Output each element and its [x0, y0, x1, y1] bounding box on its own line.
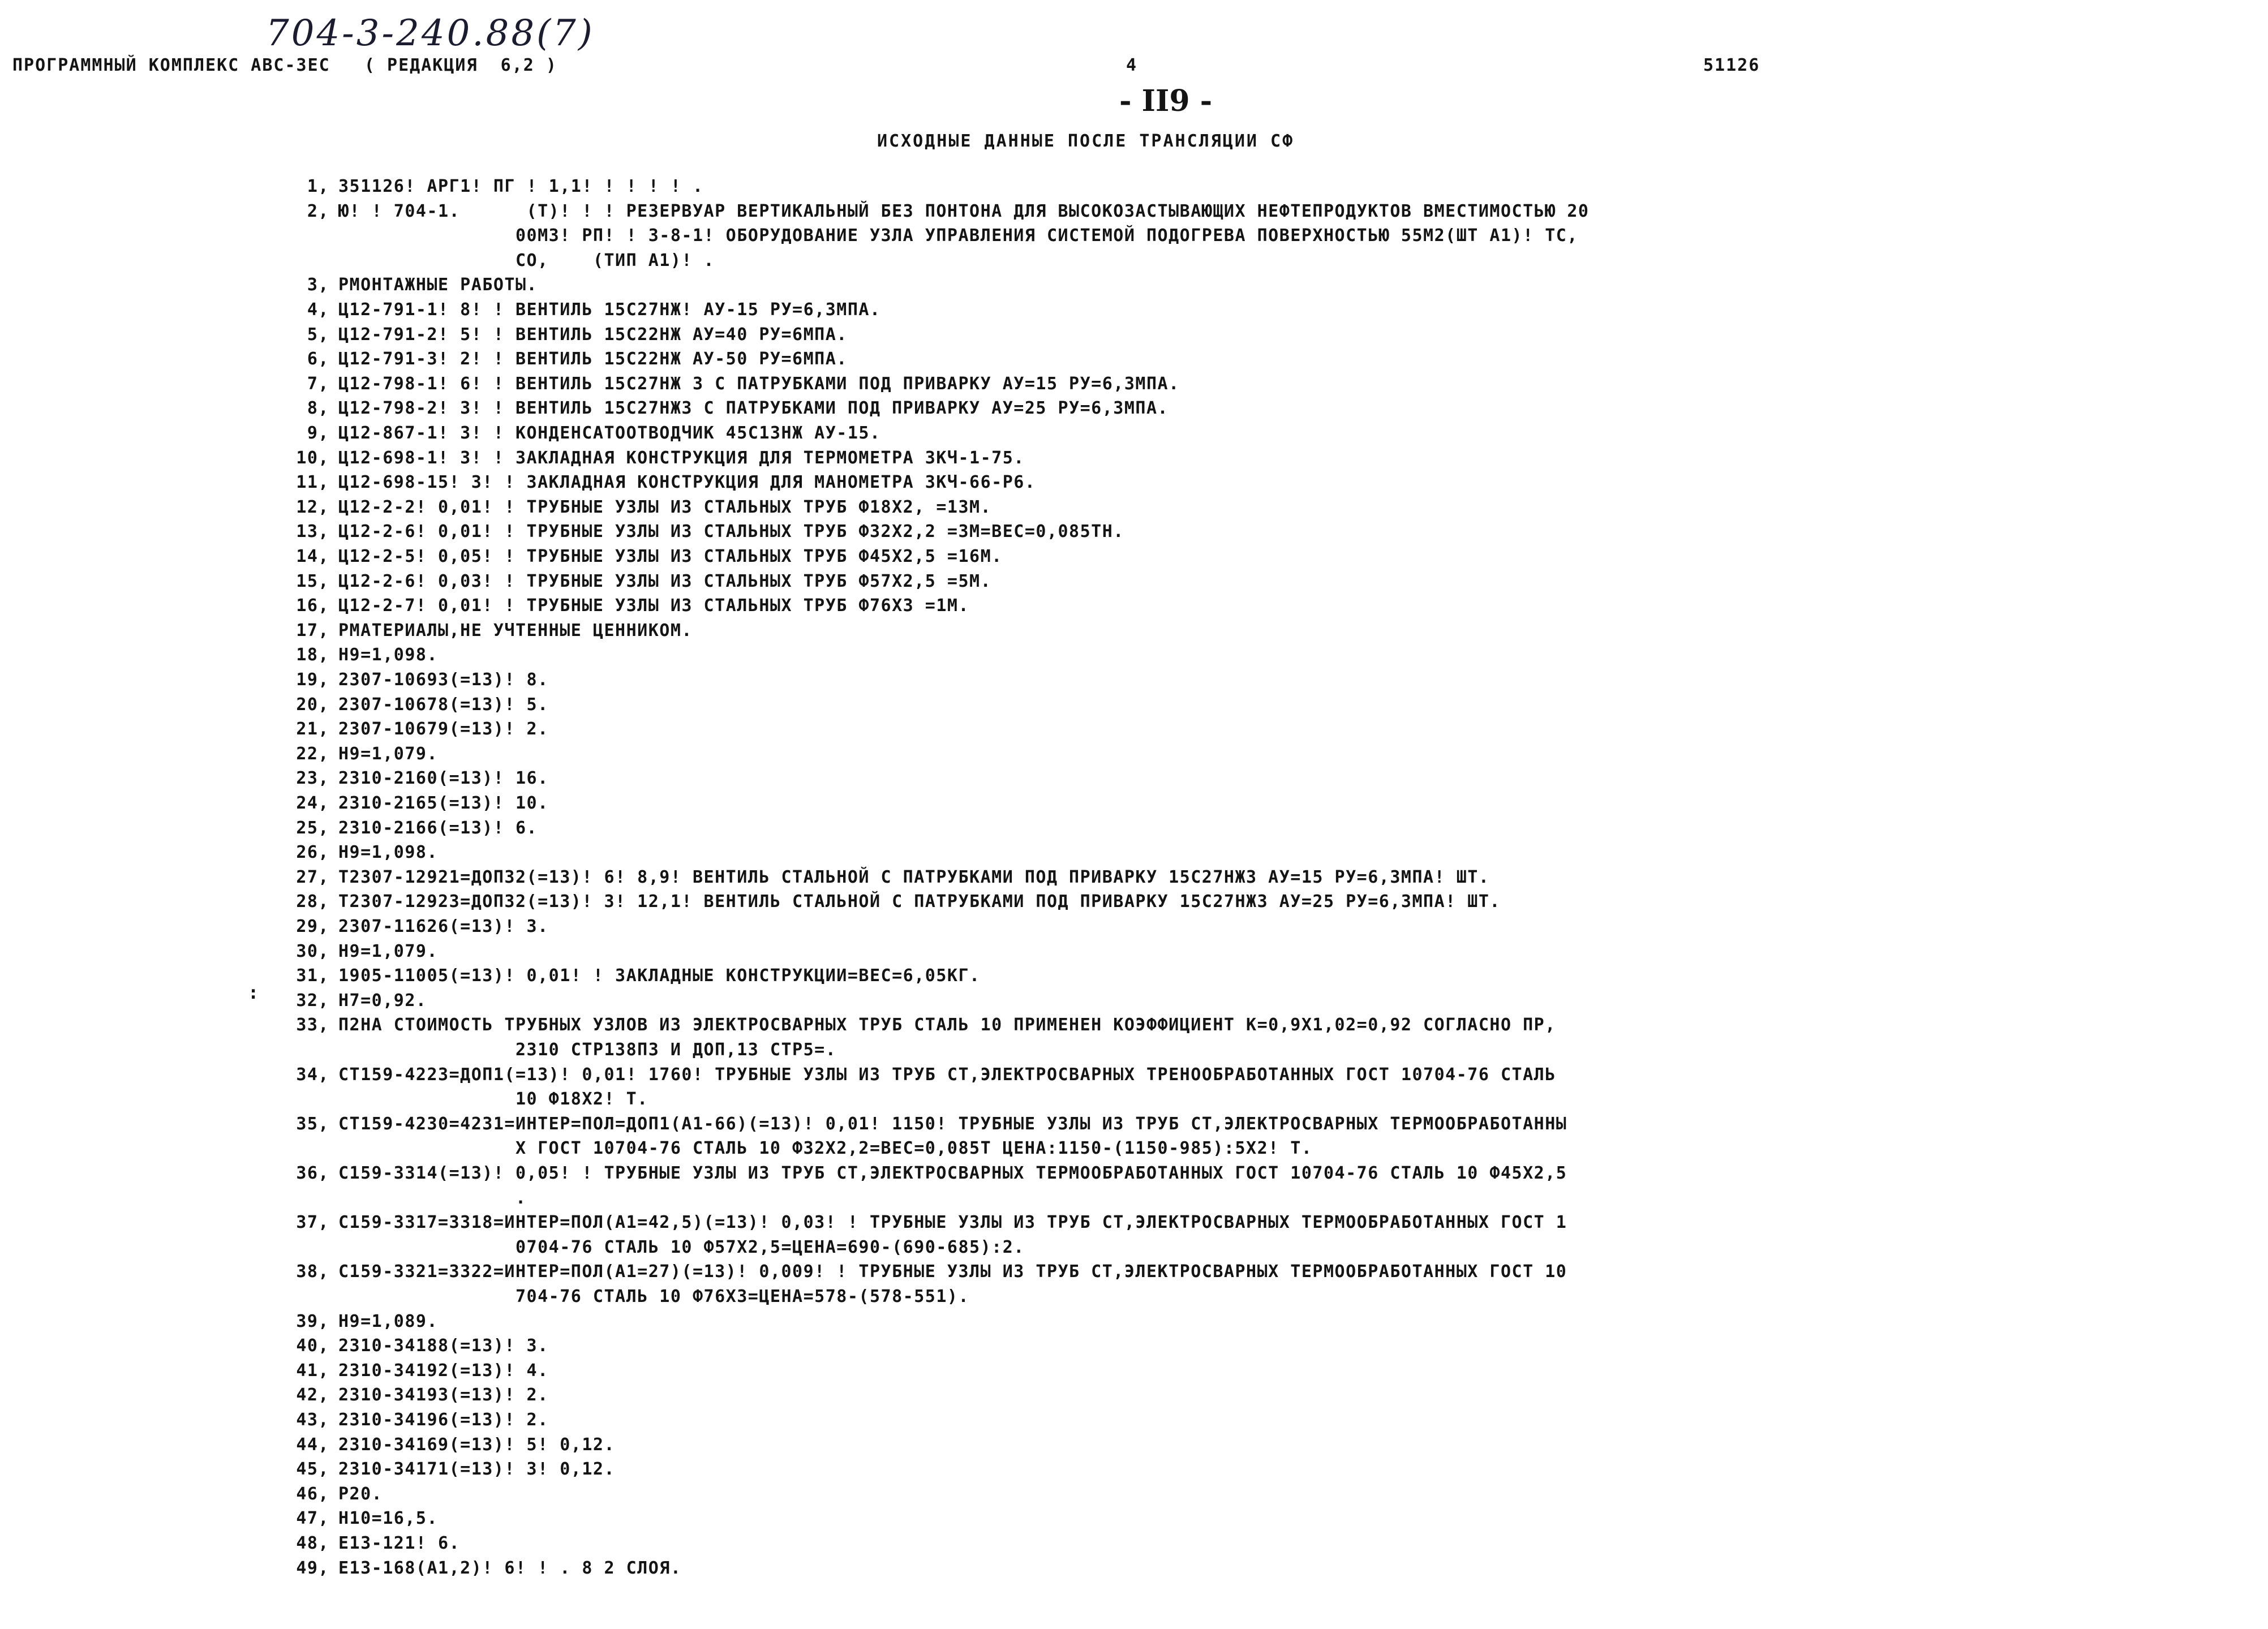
listing-line [283, 1163, 1567, 1183]
line-number: 3, [307, 275, 329, 295]
line-number: 22, [296, 743, 329, 764]
listing-line [283, 1558, 681, 1578]
line-text: Х ГОСТ 10704-76 СТАЛЬ 10 Ф32Х2,2=ВЕС=0,085Т ЦЕНА:1150-(1150-985):5Х2! Т. [338, 1138, 1313, 1159]
margin-marks: : [248, 982, 259, 1003]
listing-line [283, 670, 549, 690]
line-number: 34, [296, 1064, 329, 1085]
line-text: 2307-10678(=13)! 5. [338, 694, 549, 715]
listing-line [283, 843, 438, 862]
listing-line [283, 818, 538, 838]
line-text: Н9=1,098. [338, 645, 439, 665]
line-number: 26, [296, 843, 329, 863]
line-number: 2, [307, 201, 329, 221]
listing-line [283, 892, 1501, 912]
line-number: 17, [296, 620, 329, 641]
program-header: ПРОГРАММНЫЙ КОМПЛЕКС АВС-ЗЕС ( РЕДАКЦИЯ 6,2 ) [12, 55, 557, 75]
line-text: 2310-34193(=13)! 2. [338, 1385, 549, 1406]
line-number: 31, [296, 966, 329, 986]
line-number: 46, [296, 1484, 329, 1504]
line-text: 2310-34196(=13)! 2. [338, 1410, 549, 1430]
line-text: Т2307-12923=ДОП32(=13)! 3! 12,1! ВЕНТИЛЬ СТАЛЬНОЙ С ПАТРУБКАМИ ПОД ПРИВАРКУ 15С27НЖЗ АУ=25 РУ=6,3МПА! ШТ. [338, 892, 1501, 912]
listing-line [283, 1459, 615, 1479]
listing-line [283, 1262, 1567, 1282]
line-text: РМОНТАЖНЫЕ РАБОТЫ. [338, 275, 538, 295]
line-text: 0704-76 СТАЛЬ 10 Ф57Х2,5=ЦЕНА=690-(690-685):2. [338, 1237, 1025, 1257]
listing-line [283, 768, 549, 788]
listing-line [283, 1015, 1556, 1035]
listing-line [283, 1385, 549, 1405]
line-number: 44, [296, 1434, 329, 1455]
handwritten-document-code: 704-3-240.88(7) [266, 12, 595, 54]
listing-line [283, 201, 1589, 221]
listing-line [283, 1361, 549, 1381]
line-text: Ц12-2-6! 0,01! ! ТРУБНЫЕ УЗЛЫ ИЗ СТАЛЬНЫХ ТРУБ Ф32Х2,2 =3М=ВЕС=0,085ТН. [338, 522, 1124, 542]
line-number: 16, [296, 596, 329, 616]
line-number: 6, [307, 349, 329, 369]
line-number: 42, [296, 1385, 329, 1406]
line-text: Н10=16,5. [338, 1508, 439, 1529]
line-number: 24, [296, 793, 329, 813]
line-number: 28, [296, 892, 329, 912]
line-number: 36, [296, 1163, 329, 1183]
line-number: 10, [296, 448, 329, 468]
listing-line [283, 571, 991, 591]
page-number: 4 [1126, 55, 1138, 75]
line-text: С159-3314(=13)! 0,05! ! ТРУБНЫЕ УЗЛЫ ИЗ ТРУБ СТ,ЭЛЕКТРОСВАРНЫХ ТЕРМООБРАБОТАННЫХ ГОСТ 10704-76 СТАЛЬ 10 Ф45Х2,5 [338, 1163, 1567, 1183]
line-text: Ц12-791-1! 8! ! ВЕНТИЛЬ 15С27НЖ! АУ-15 РУ=6,3МПА. [338, 300, 881, 320]
line-text: Н9=1,079. [338, 743, 439, 764]
line-number: 29, [296, 917, 329, 936]
listing-line [283, 497, 991, 517]
line-number: 43, [296, 1410, 329, 1430]
listing-line [283, 522, 1124, 541]
line-text: 2307-11626(=13)! 3. [338, 917, 549, 936]
listing-line [283, 793, 549, 813]
line-number: 13, [296, 522, 329, 542]
line-number: 19, [296, 670, 329, 690]
listing-line [283, 1508, 438, 1528]
listing-line [283, 374, 1180, 394]
line-number: 12, [296, 497, 329, 517]
line-number: 40, [296, 1336, 329, 1356]
line-text: СТ159-4223=ДОП1(=13)! 0,01! 1760! ТРУБНЫЕ УЗЛЫ ИЗ ТРУБ СТ,ЭЛЕКТРОСВАРНЫХ ТРЕНООБРАБОТАННЫХ ГОСТ 10704-76 СТАЛЬ [338, 1064, 1556, 1085]
line-text: Н7=0,92. [338, 990, 427, 1011]
line-text: С159-3321=3322=ИНТЕР=ПОЛ(А1=27)(=13)! 0,009! ! ТРУБНЫЕ УЗЛЫ ИЗ ТРУБ СТ,ЭЛЕКТРОСВАРНЫХ ТЕРМООБРАБОТАННЫХ ГОСТ 10 [338, 1262, 1567, 1282]
listing-line [283, 917, 549, 936]
line-text: 1905-11005(=13)! 0,01! ! ЗАКЛАДНЫЕ КОНСТРУКЦИИ=ВЕС=6,05КГ. [338, 966, 981, 986]
listing-line [283, 325, 848, 345]
line-text: Р20. [338, 1484, 383, 1504]
line-number: 45, [296, 1459, 329, 1480]
line-number: 15, [296, 571, 329, 591]
listing-line [283, 423, 881, 443]
listing-line [283, 966, 981, 986]
line-text: Ц12-798-1! 6! ! ВЕНТИЛЬ 15С27НЖ З С ПАТРУБКАМИ ПОД ПРИВАРКУ АУ=15 РУ=6,3МПА. [338, 373, 1180, 394]
listing-line [283, 1410, 549, 1430]
listing-line [283, 177, 704, 196]
line-number: 25, [296, 818, 329, 838]
line-number: 41, [296, 1360, 329, 1381]
line-text: 2310-2165(=13)! 10. [338, 793, 549, 813]
listing-line [283, 645, 438, 665]
line-text: Н9=1,079. [338, 941, 439, 961]
line-number: 18, [296, 645, 329, 665]
line-text: Ю! ! 704-1. (Т)! ! ! РЕЗЕРВУАР ВЕРТИКАЛЬНЫЙ БЕЗ ПОНТОНА ДЛЯ ВЫСОКОЗАСТЫВАЮЩИХ НЕФТЕПРОДУКТОВ ВМЕСТИМОСТЬЮ 20 [338, 201, 1590, 221]
line-text: Н9=1,089. [338, 1311, 439, 1331]
listing-line [283, 448, 1025, 468]
line-text: Ц12-2-7! 0,01! ! ТРУБНЫЕ УЗЛЫ ИЗ СТАЛЬНЫХ ТРУБ Ф76Х3 =1М. [338, 596, 970, 616]
line-number: 37, [296, 1213, 329, 1233]
line-text: Н9=1,098. [338, 843, 439, 863]
listing-line [283, 547, 1003, 566]
listing-line [283, 1336, 549, 1356]
line-text: 2310-34169(=13)! 5! 0,12. [338, 1434, 616, 1455]
line-text: Ц12-2-6! 0,03! ! ТРУБНЫЕ УЗЛЫ ИЗ СТАЛЬНЫХ ТРУБ Ф57Х2,5 =5М. [338, 571, 992, 591]
document-code: 51126 [1703, 55, 1760, 75]
line-text: 00МЗ! РП! ! 3-8-1! ОБОРУДОВАНИЕ УЗЛА УПРАВЛЕНИЯ СИСТЕМОЙ ПОДОГРЕВА ПОВЕРХНОСТЬЮ 55М2(ШТ А1)! ТС, [338, 226, 1578, 246]
line-text: СО, (ТИП А1)! . [338, 250, 715, 270]
listing-line [283, 300, 881, 320]
line-text: 2310-2160(=13)! 16. [338, 768, 549, 789]
line-text: Ц12-2-5! 0,05! ! ТРУБНЫЕ УЗЛЫ ИЗ СТАЛЬНЫХ ТРУБ Ф45Х2,5 =16М. [338, 547, 1003, 566]
line-number: 35, [296, 1114, 329, 1134]
line-text: . [338, 1188, 527, 1208]
line-text: 2307-10679(=13)! 2. [338, 719, 549, 740]
line-text: Ц12-698-1! 3! ! ЗАКЛАДНАЯ КОНСТРУКЦИЯ ДЛЯ ТЕРМОМЕТРА ЗКЧ-1-75. [338, 448, 1025, 468]
line-number: 1, [307, 177, 329, 196]
line-text: 2310-34171(=13)! 3! 0,12. [338, 1459, 616, 1480]
listing-line [283, 251, 715, 270]
line-number: 49, [296, 1558, 329, 1578]
line-number: 8, [307, 398, 329, 419]
listing-line [283, 942, 438, 961]
listing-line [283, 1312, 438, 1331]
line-text: Ц12-2-2! 0,01! ! ТРУБНЫЕ УЗЛЫ ИЗ СТАЛЬНЫХ ТРУБ Ф18Х2, =13М. [338, 497, 992, 517]
listing-line [283, 1484, 383, 1504]
line-text: 2310-34188(=13)! 3. [338, 1336, 549, 1356]
line-text: 10 Ф18Х2! Т. [338, 1089, 648, 1110]
listing-line [283, 621, 693, 641]
line-text: Т2307-12921=ДОП32(=13)! 6! 8,9! ВЕНТИЛЬ СТАЛЬНОЙ С ПАТРУБКАМИ ПОД ПРИВАРКУ 15С27НЖЗ АУ=15 РУ=6,3МПА! ШТ. [338, 867, 1490, 887]
line-number: 11, [296, 472, 329, 493]
line-text: Ц12-791-2! 5! ! ВЕНТИЛЬ 15С22НЖ АУ=40 РУ=6МПА. [338, 324, 848, 345]
listing-line [283, 1435, 615, 1455]
listing-line [283, 1065, 1556, 1085]
listing-line [283, 1040, 836, 1060]
line-number: 4, [307, 300, 329, 320]
line-text: 351126! АРГ1! ПГ ! 1,1! ! ! ! ! . [338, 177, 704, 196]
line-text: Ц12-867-1! 3! ! КОНДЕНСАТООТВОДЧИК 45С13НЖ АУ-15. [338, 423, 881, 443]
listing-line [283, 744, 438, 764]
line-text: 2310-34192(=13)! 4. [338, 1360, 549, 1381]
line-text: 704-76 СТАЛЬ 10 Ф76Х3=ЦЕНА=578-(578-551). [338, 1287, 970, 1306]
line-number: 7, [307, 373, 329, 394]
listing-line [283, 398, 1169, 418]
line-number: 23, [296, 768, 329, 789]
line-text: 2307-10693(=13)! 8. [338, 670, 549, 690]
listing-line [283, 695, 549, 715]
line-number: 33, [296, 1015, 329, 1035]
listing-line [283, 1237, 1025, 1257]
listing-line [283, 1138, 1312, 1158]
line-text: СТ159-4230=4231=ИНТЕР=ПОЛ=ДОП1(А1-66)(=13)! 0,01! 1150! ТРУБНЫЕ УЗЛЫ ИЗ ТРУБ СТ,ЭЛЕКТРОСВАРНЫХ ТЕРМООБРАБОТАННЫ [338, 1114, 1567, 1134]
line-number: 27, [296, 867, 329, 887]
line-text: Е13-121! 6. [338, 1533, 461, 1553]
line-number: 30, [296, 941, 329, 961]
line-number: 47, [296, 1508, 329, 1529]
line-text: РМАТЕРИАЛЫ,НЕ УЧТЕННЫЕ ЦЕННИКОМ. [338, 620, 693, 641]
listing-line [283, 1089, 648, 1109]
line-number: 21, [296, 719, 329, 740]
line-number: 32, [296, 990, 329, 1011]
line-text: Ц12-791-3! 2! ! ВЕНТИЛЬ 15С22НЖ АУ-50 РУ=6МПА. [338, 349, 848, 369]
line-number: 9, [307, 423, 329, 443]
listing-line [283, 1287, 969, 1306]
line-number: 5, [307, 324, 329, 345]
line-number: 20, [296, 694, 329, 715]
listing-line [283, 1533, 460, 1553]
listing-line [283, 275, 538, 295]
listing-line [283, 596, 969, 616]
line-text: П2НА СТОИМОСТЬ ТРУБНЫХ УЗЛОВ ИЗ ЭЛЕКТРОСВАРНЫХ ТРУБ СТАЛЬ 10 ПРИМЕНЕН КОЭФФИЦИЕНТ К=0,9Х1,02=0,92 СОГЛАСНО ПР, [338, 1015, 1556, 1035]
listing-line [283, 867, 1489, 887]
line-text: Ц12-698-15! 3! ! ЗАКЛАДНАЯ КОНСТРУКЦИЯ ДЛЯ МАНОМЕТРА ЗКЧ-66-Р6. [338, 472, 1036, 493]
line-number: 38, [296, 1262, 329, 1282]
line-number: 14, [296, 547, 329, 566]
listing-line [283, 991, 427, 1011]
listing-line [283, 1188, 527, 1208]
line-text: С159-3317=3318=ИНТЕР=ПОЛ(А1=42,5)(=13)! 0,03! ! ТРУБНЫЕ УЗЛЫ ИЗ ТРУБ СТ,ЭЛЕКТРОСВАРНЫХ ТЕРМООБРАБОТАННЫХ ГОСТ 1 [338, 1213, 1567, 1233]
listing-line [283, 472, 1036, 492]
line-number: 39, [296, 1311, 329, 1331]
line-text: 2310-2166(=13)! 6. [338, 818, 538, 838]
listing-line [283, 719, 549, 739]
line-number: 48, [296, 1533, 329, 1553]
sheet-number: - II9 - [1119, 84, 1213, 118]
listing-line [283, 349, 848, 369]
line-text: 2310 СТР138ПЗ И ДОП,13 СТР5=. [338, 1040, 837, 1060]
line-text: Е13-168(А1,2)! 6! ! . 8 2 СЛОЯ. [338, 1558, 682, 1578]
listing-line [283, 1114, 1567, 1134]
listing-line [283, 226, 1578, 246]
section-title: ИСХОДНЫЕ ДАННЫЕ ПОСЛЕ ТРАНСЛЯЦИИ СФ [877, 131, 1295, 151]
listing-line [283, 1213, 1567, 1232]
line-text: Ц12-798-2! 3! ! ВЕНТИЛЬ 15С27НЖЗ С ПАТРУБКАМИ ПОД ПРИВАРКУ АУ=25 РУ=6,3МПА. [338, 398, 1169, 419]
